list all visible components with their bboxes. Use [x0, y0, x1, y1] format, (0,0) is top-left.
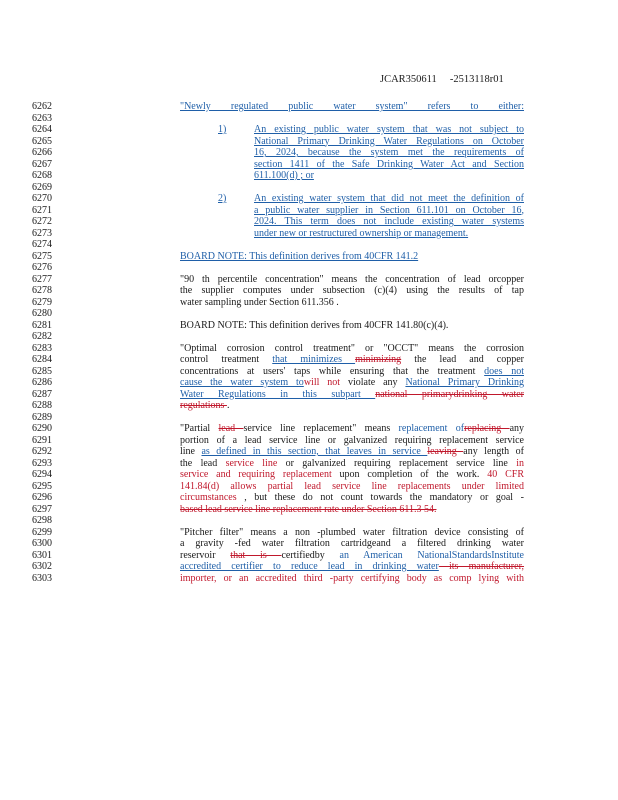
line-text	[180, 458, 524, 470]
document-line	[32, 285, 592, 297]
document-line	[32, 216, 592, 228]
document-line	[32, 170, 592, 182]
deleted-text: regulations	[180, 400, 227, 411]
line-text	[180, 481, 524, 493]
line-number: 6295	[32, 480, 52, 492]
document-line	[32, 136, 592, 148]
document-line	[32, 561, 592, 573]
line-text	[180, 320, 524, 332]
text-run: the lead	[180, 457, 226, 469]
document-line	[32, 481, 592, 493]
line-number: 6280	[32, 308, 52, 319]
line-number: 6302	[32, 561, 52, 572]
line-text	[180, 389, 524, 401]
deleted-text: its manufacturer,	[438, 561, 525, 572]
document-line	[32, 389, 592, 401]
line-text	[180, 354, 524, 366]
deleted-text: that is	[230, 549, 282, 561]
inserted-text: an American NationalStandardsInstitute	[339, 549, 524, 561]
inserted-text: service line	[225, 457, 278, 469]
document-line	[32, 193, 592, 205]
line-number: 6290	[32, 423, 52, 434]
line-number: 6303	[32, 572, 52, 584]
document-line	[32, 308, 592, 320]
document-line	[32, 101, 592, 113]
document-line	[32, 274, 592, 286]
line-number: 6278	[32, 285, 52, 296]
line-number: 6293	[32, 457, 52, 469]
line-number: 6298	[32, 515, 52, 526]
text-run: the lead and copper	[401, 354, 524, 365]
inserted-text: as defined in this section, that leaves in service	[201, 446, 428, 457]
line-number: 6276	[32, 262, 52, 273]
text-run: control treatment	[180, 354, 273, 365]
text-run: concentrations at users' taps while ensuring that the treatment	[180, 365, 485, 377]
inserted-text: An existing public water system that was not subject to	[254, 124, 524, 135]
deleted-text: based lead service line replacement rate under Section 611.3 54.	[180, 503, 437, 515]
line-number: 6282	[32, 331, 52, 342]
line-number: 6266	[32, 147, 52, 158]
inserted-text: 2024. This term does not include existing water systems	[254, 216, 524, 227]
text-run: any length of	[463, 446, 524, 457]
line-text	[180, 469, 524, 481]
text-run: "Partial	[180, 423, 219, 434]
document-line	[32, 538, 592, 550]
inserted-text: in	[516, 457, 525, 469]
text-run: , but these do not count towards the mandatory or goal -	[236, 492, 524, 503]
line-number: 6275	[32, 250, 52, 262]
document-line	[32, 320, 592, 332]
document-line	[32, 412, 592, 424]
text-run: reservoir	[180, 549, 231, 561]
line-text	[180, 251, 524, 263]
line-text	[180, 492, 524, 504]
inserted-text: An existing water system that did not meet the definition of	[254, 193, 524, 204]
document-line	[32, 251, 592, 263]
line-number: 6267	[32, 158, 52, 170]
text-run: "Pitcher filter" means a non -plumbed water filtration device consisting of	[180, 526, 524, 538]
document-line	[32, 504, 592, 516]
text-run: water sampling under Section 611.356 .	[180, 296, 339, 308]
line-number: 6300	[32, 538, 52, 549]
document-line	[32, 343, 592, 355]
line-number: 6262	[32, 101, 52, 112]
deleted-text: national primarydrinking water	[375, 388, 524, 400]
line-text	[254, 136, 524, 148]
line-number: 6277	[32, 273, 52, 285]
text-run: upon completion of the work.	[331, 469, 488, 480]
text-run: any	[509, 423, 525, 434]
document-line	[32, 573, 592, 585]
line-text	[254, 193, 524, 205]
document-line	[32, 550, 592, 562]
inserted-text: a public water supplier in Section 611.101 on October 16,	[254, 204, 524, 216]
line-text	[180, 297, 524, 309]
document-line	[32, 297, 592, 309]
line-number: 6272	[32, 216, 52, 227]
line-number: 6294	[32, 469, 52, 480]
document-line	[32, 113, 592, 125]
document-revision: -2513118r01	[449, 74, 504, 85]
line-number: 6301	[32, 549, 52, 561]
text-run: service line replacement" means	[243, 423, 399, 434]
inserted-text: replacement of	[398, 423, 465, 434]
document-line	[32, 239, 592, 251]
document-line	[32, 159, 592, 171]
inserted-text: National Primary Drinking	[405, 377, 525, 388]
line-text	[180, 446, 524, 458]
document-line	[32, 205, 592, 217]
line-text	[254, 228, 524, 240]
text-run: line	[180, 446, 202, 457]
line-text	[180, 550, 524, 562]
inserted-text: accredited certifier to reduce lead in drinking water	[180, 561, 439, 572]
line-number: 6286	[32, 377, 52, 388]
text-run: "90 th percentile concentration" means the concentration of lead orcopper	[180, 273, 524, 285]
line-number: 6270	[32, 193, 52, 204]
document-line	[32, 377, 592, 389]
text-run: BOARD NOTE: This definition derives from 40CFR 141.80(c)(4).	[180, 319, 449, 331]
document-line	[32, 515, 592, 527]
line-number: 6273	[32, 227, 52, 239]
line-number: 6288	[32, 400, 52, 411]
inserted-text: under new or restructured ownership or management.	[254, 227, 469, 239]
deleted-text: minimizing	[355, 354, 402, 365]
list-marker: 2)	[218, 193, 227, 204]
line-number: 6285	[32, 365, 52, 377]
deleted-text: leaving	[427, 446, 464, 457]
line-number: 6264	[32, 124, 52, 135]
document-line	[32, 182, 592, 194]
line-number: 6291	[32, 434, 52, 446]
list-marker: 1)	[218, 124, 227, 135]
inserted-text: service and requiring replacement	[180, 469, 332, 480]
inserted-text: circumstances	[180, 492, 237, 503]
line-text	[180, 285, 524, 297]
document-line	[32, 124, 592, 136]
line-text	[180, 527, 524, 539]
inserted-text: BOARD NOTE: This definition derives from 40CFR 141.2	[180, 250, 419, 262]
line-text	[180, 274, 524, 286]
line-number: 6274	[32, 239, 52, 250]
line-number: 6268	[32, 170, 52, 181]
inserted-text: importer, or an accredited third -party certifying body as comp lying with	[180, 572, 524, 584]
line-text	[180, 400, 524, 412]
document-line	[32, 446, 592, 458]
line-number: 6299	[32, 526, 52, 538]
inserted-text: 611.100(d) ; or	[254, 170, 314, 181]
line-text	[180, 423, 524, 435]
line-number: 6296	[32, 492, 52, 503]
line-number: 6269	[32, 181, 52, 193]
line-text	[180, 504, 524, 516]
document-line	[32, 527, 592, 539]
line-text	[180, 538, 524, 550]
inserted-text: will not	[303, 377, 341, 388]
line-text	[254, 205, 524, 217]
text-run: .	[226, 400, 230, 411]
document-line	[32, 469, 592, 481]
inserted-text: 40 CFR	[487, 469, 524, 480]
inserted-text: does not	[484, 365, 524, 377]
line-text	[180, 366, 524, 378]
line-text	[180, 343, 524, 355]
inserted-text: National Primary Drinking Water Regulations on October	[254, 135, 524, 147]
inserted-text: cause the water system to	[180, 377, 304, 388]
document-line	[32, 147, 592, 159]
line-text	[254, 216, 524, 228]
line-number: 6283	[32, 342, 52, 354]
text-run: violate any	[340, 377, 406, 388]
line-number: 6265	[32, 135, 52, 147]
line-text	[180, 573, 524, 585]
line-number: 6289	[32, 411, 52, 423]
document-line	[32, 423, 592, 435]
inserted-text: 16, 2024, because the system met the requirements of	[254, 147, 524, 158]
document-line	[32, 354, 592, 366]
document-header	[380, 74, 504, 85]
text-run: or galvanized requiring replacement service line	[277, 457, 517, 469]
line-number: 6284	[32, 354, 52, 365]
inserted-text: that minimizes	[272, 354, 356, 365]
line-text	[180, 561, 524, 573]
line-text	[180, 377, 524, 389]
line-number: 6287	[32, 388, 52, 400]
inserted-text: Water Regulations in this subpart	[180, 388, 376, 400]
inserted-text: "Newly regulated public water system" refers to either:	[180, 101, 524, 112]
document-line	[32, 331, 592, 343]
line-number: 6292	[32, 446, 52, 457]
deleted-text: replacing	[464, 423, 510, 434]
line-text	[180, 101, 524, 113]
document-line	[32, 435, 592, 447]
text-run: "Optimal corrosion control treatment" or "OCCT" means the corrosion	[180, 342, 524, 354]
text-run: portion of a lead service line or galvanized requiring replacement service	[180, 434, 524, 446]
inserted-text: 141.84(d) allows partial lead service line replacements under limited	[180, 480, 524, 492]
document-body	[32, 101, 592, 584]
line-text	[180, 435, 524, 447]
line-number: 6271	[32, 204, 52, 216]
text-run: a gravity -fed water filtration cartridgeand a filtered drinking water	[180, 538, 524, 549]
document-line	[32, 262, 592, 274]
document-line	[32, 458, 592, 470]
text-run: certifiedby	[281, 549, 340, 561]
line-text	[254, 170, 524, 182]
line-number: 6281	[32, 319, 52, 331]
text-run: the supplier computes under subsection (c)(4) using the results of tap	[180, 285, 524, 296]
document-line	[32, 228, 592, 240]
document-id: JCAR350611	[380, 74, 437, 85]
line-text	[254, 147, 524, 159]
document-line	[32, 400, 592, 412]
line-number: 6263	[32, 112, 52, 124]
inserted-text: section 1411 of the Safe Drinking Water Act and Section	[254, 158, 524, 170]
line-number: 6297	[32, 503, 52, 515]
line-text	[254, 124, 524, 136]
document-line	[32, 492, 592, 504]
line-text	[254, 159, 524, 171]
deleted-text: lead	[218, 423, 244, 434]
document-line	[32, 366, 592, 378]
line-number: 6279	[32, 296, 52, 308]
